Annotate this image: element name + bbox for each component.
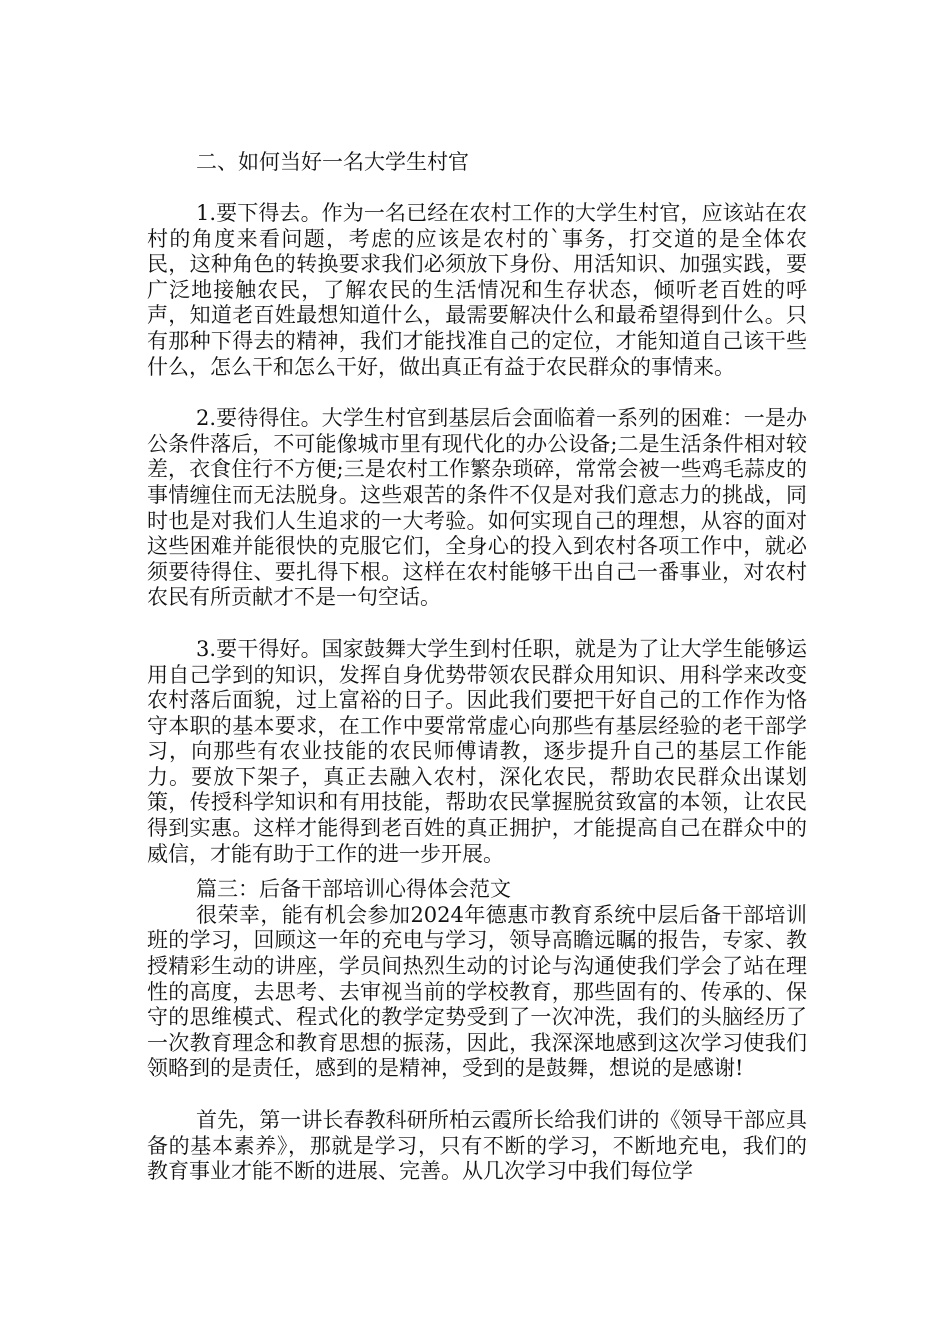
paragraph-3: 3.要干得好。国家鼓舞大学生到村任职，就是为了让大学生能够运用自己学到的知识，发挥自身优势带领农民群众用知识、用科学来改变农村落后面貌，过上富裕的日子。因此我们要把干好自己的工作作为恪守本职的基本要求，在工作中要常常虚心向那些有基层经验的老干部学习，向那些有农业技能的农民师傅请教，逐步提升自己的基层工作能力。要放下架子，真正去融入农村，深化农民，帮助农民群众出谋划策，传授科学知识和有用技能，帮助农民掌握脱贫致富的本领，让农民得到实惠。这样才能得到老百姓的真正拥护，才能提高自己在群众中的威信，才能有助于工作的进一步开展。 [147,636,807,866]
document-body [147,143,807,1185]
paragraph-1: 1.要下得去。作为一名已经在农村工作的大学生村官，应该站在农村的角度来看问题，考虑的应该是农村的`事务，打交道的是全体农民，这种角色的转换要求我们必须放下身份、用活知识、加强实践，要广泛地接触农民，了解农民的生活情况和生存状态，倾听老百姓的呼声，知道老百姓最想知道什么，最需要解决什么和最希望得到什么。只有那种下得去的精神，我们才能找准自己的定位，才能知道自己该干些什么，怎么干和怎么干好，做出真正有益于农民群众的事情来。 [147,201,807,379]
paragraph-4: 很荣幸，能有机会参加2024年德惠市教育系统中层后备干部培训班的学习，回顾这一年的充电与学习，领导高瞻远瞩的报告，专家、教授精彩生动的讲座，学员间热烈生动的讨论与沟通使我们学会了站在理性的高度，去思考、去审视当前的学校教育，那些固有的、传承的、保守的思维模式、程式化的教学定势受到了一次冲洗，我们的头脑经历了一次教育理念和教育思想的振荡，因此，我深深地感到这次学习使我们领略到的是责任，感到的是精神，受到的是鼓舞，想说的是感谢! [147,902,807,1081]
section-heading: 二、如何当好一名大学生村官 [196,150,469,174]
paragraph-2: 2.要待得住。大学生村官到基层后会面临着一系列的困难：一是办公条件落后，不可能像城市里有现代化的办公设备;二是生活条件相对较差，衣食住行不方便;三是农村工作繁杂琐碎，常常会被一些鸡毛蒜皮的事情缠住而无法脱身。这些艰苦的条件不仅是对我们意志力的挑战，同时也是对我们人生追求的一大考验。如何实现自己的理想，从容的面对这些困难并能很快的克服它们，全身心的投入到农村各项工作中，就必须要待得住、要扎得下根。这样在农村能够干出自己一番事业，对农村农民有所贡献才不是一句空话。 [147,406,807,610]
article-title: 篇三：后备干部培训心得体会范文 [196,877,511,902]
paragraph-5: 首先，第一讲长春教科研所柏云霞所长给我们讲的《领导干部应具备的基本素养》，那就是学习，只有不断的学习，不断地充电，我们的教育事业才能不断的进展、完善。从几次学习中我们每位学 [147,1108,807,1184]
